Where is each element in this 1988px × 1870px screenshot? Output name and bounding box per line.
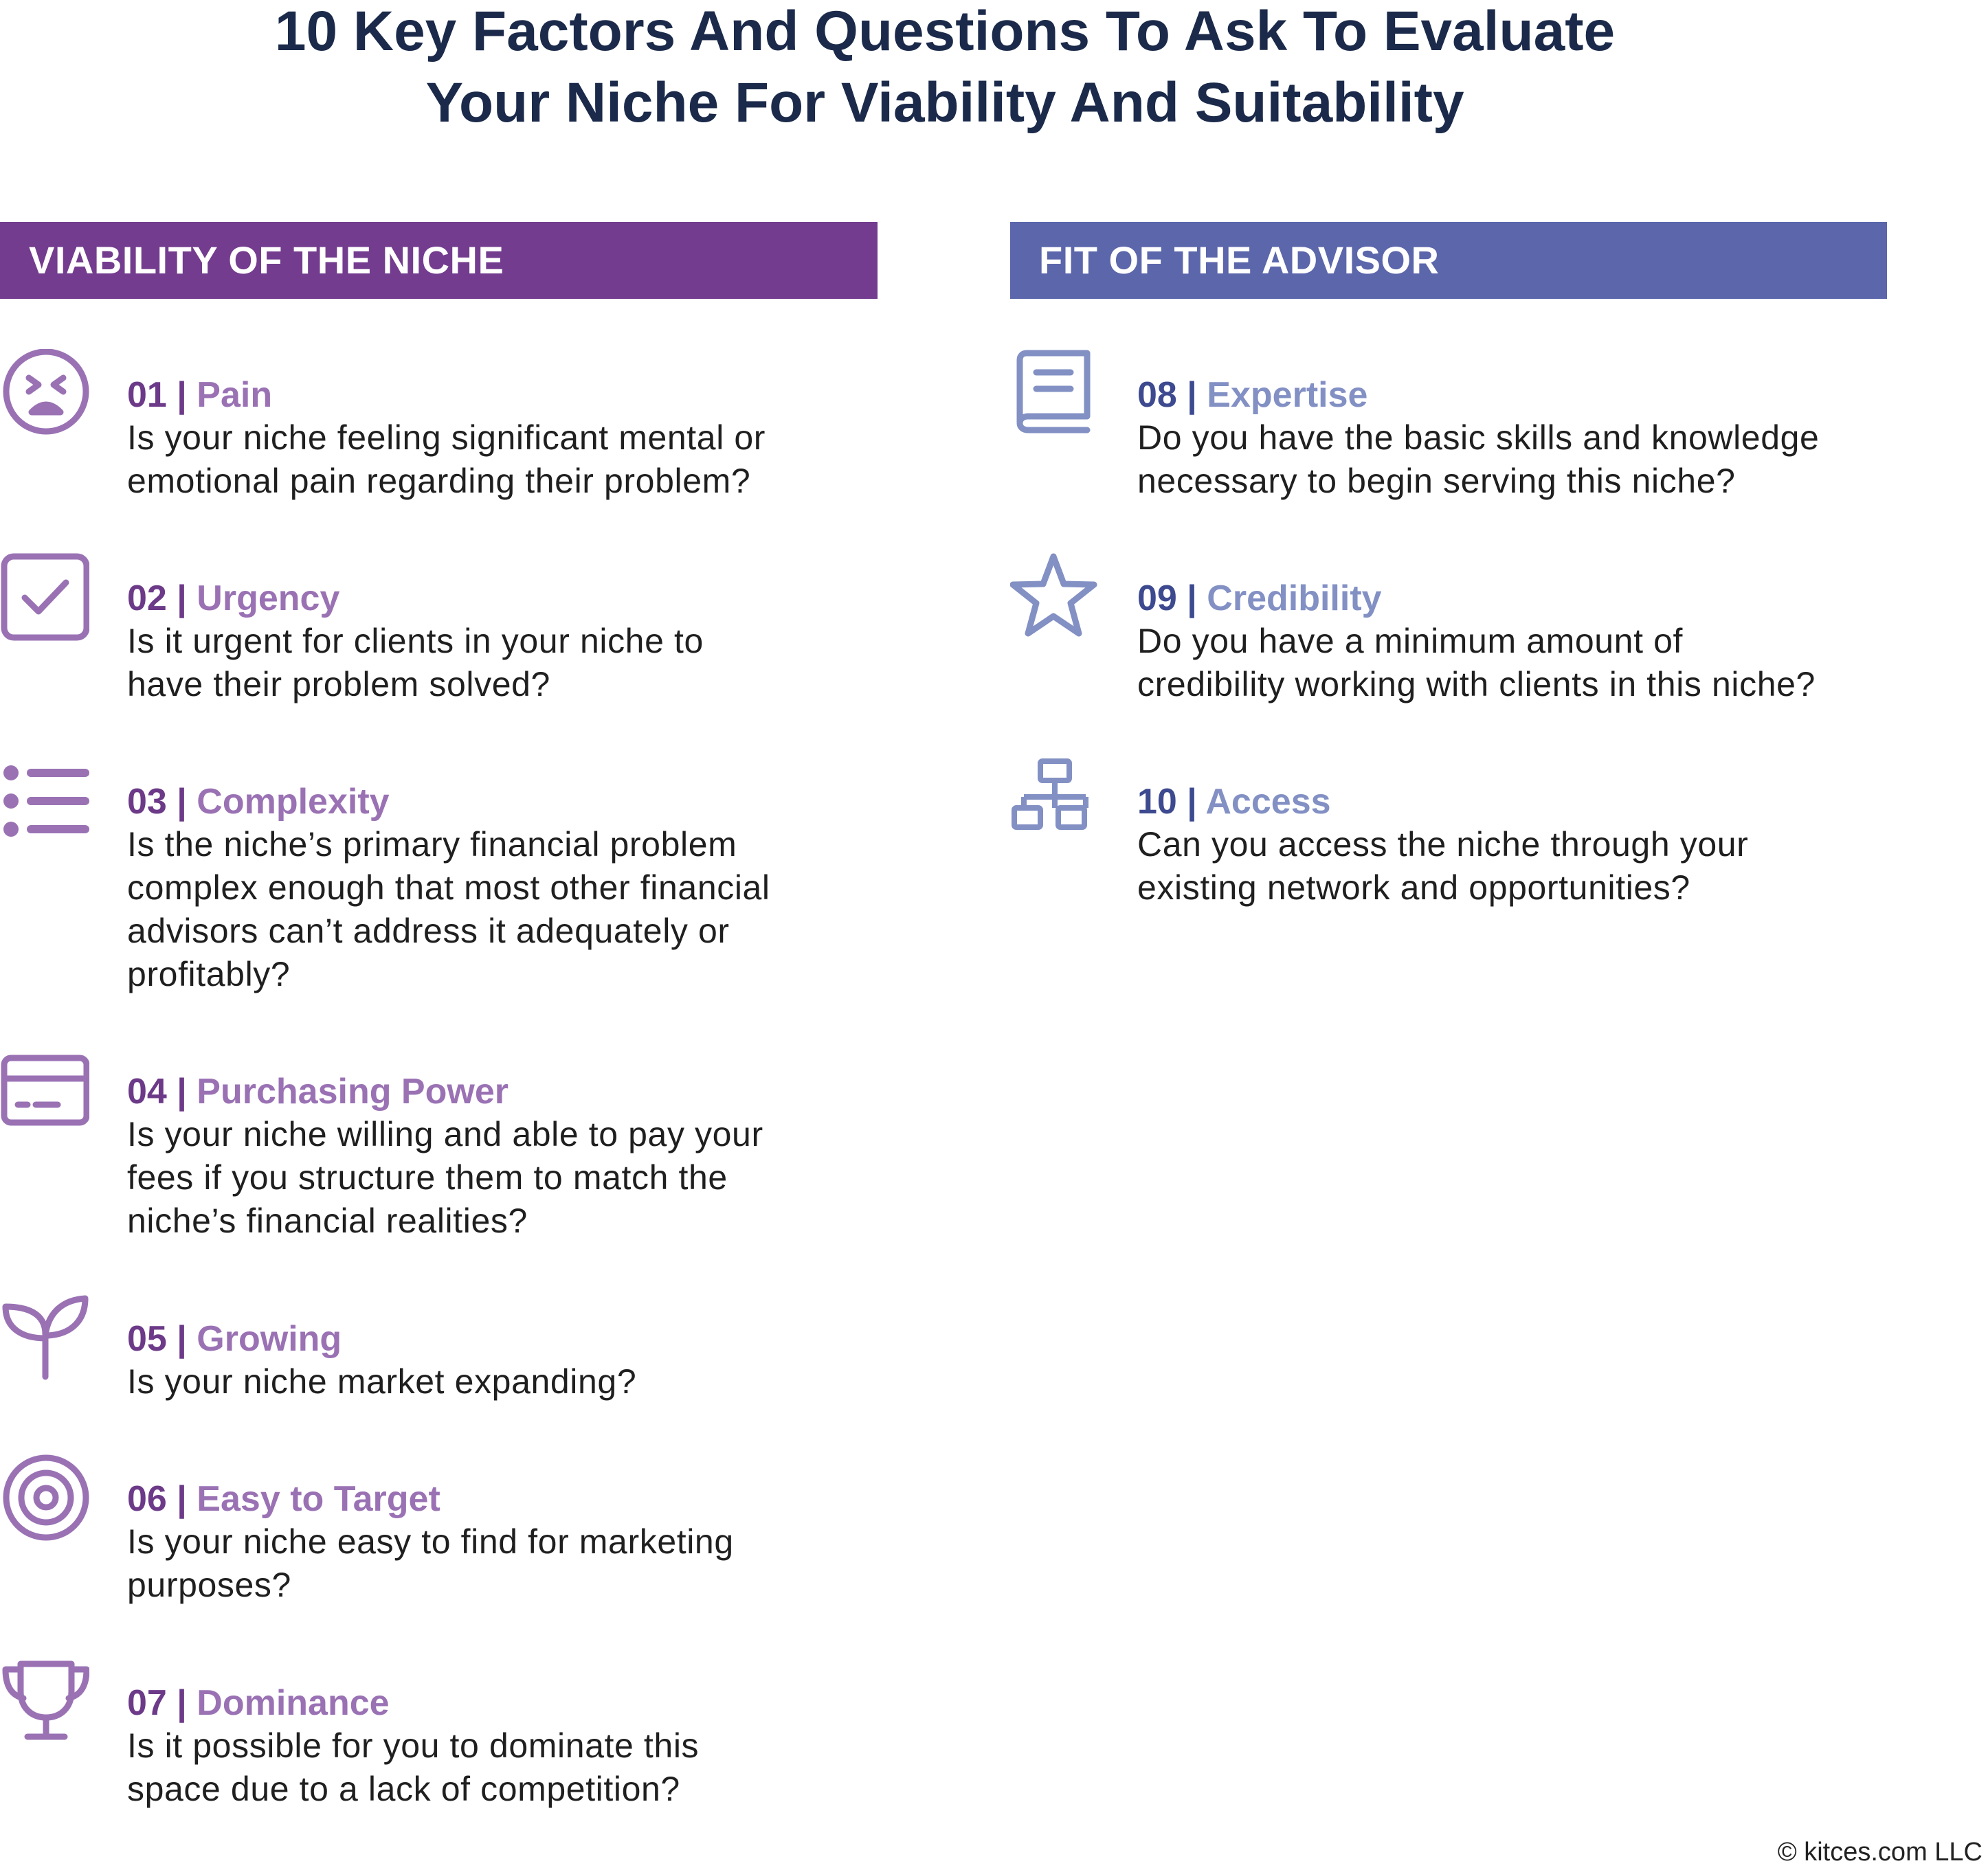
factor-question-line: Do you have a minimum amount of (1137, 622, 1683, 660)
factor-question-line: fees if you structure them to match the (127, 1158, 728, 1197)
target-icon (0, 1453, 89, 1542)
viability-section-header: VIABILITY OF THE NICHE (0, 222, 878, 299)
checkbox-icon (0, 552, 89, 642)
factor-question-line: Is your niche easy to find for marketing (127, 1522, 734, 1561)
factor-question-line: advisors can’t address it adequately or (127, 912, 730, 950)
factor-question-line: existing network and opportunities? (1137, 868, 1690, 907)
factor-question-line: space due to a lack of competition? (127, 1770, 680, 1808)
factor-question-line: Can you access the niche through your (1137, 825, 1749, 864)
title-line-2: Your Niche For Viability And Suitability (425, 71, 1464, 134)
network-icon (1010, 756, 1099, 845)
book-icon (1010, 349, 1099, 438)
sprout-icon (0, 1293, 89, 1382)
factor-number: 04 | (127, 1072, 187, 1112)
factor-name: Dominance (197, 1683, 390, 1723)
factor-question-line: emotional pain regarding their problem? (127, 462, 751, 500)
title-line-1: 10 Key Factors And Questions To Ask To Evaluate (274, 0, 1616, 63)
factor-number: 10 | (1137, 782, 1197, 822)
factor-number: 07 | (127, 1683, 187, 1723)
factor-name: Pain (197, 375, 273, 415)
factor-question-line: Is it urgent for clients in your niche to (127, 622, 704, 660)
factor-question-line: credibility working with clients in this niche? (1137, 665, 1816, 703)
factor-name: Access (1205, 782, 1331, 822)
factor-number: 01 | (127, 375, 187, 415)
factor-question-line: purposes? (127, 1566, 291, 1604)
factor-number: 02 | (127, 578, 187, 618)
copyright: © kitces.com LLC (1777, 1838, 1983, 1867)
factor-number: 09 | (1137, 578, 1197, 618)
factor-question-line: Is your niche feeling significant mental or (127, 418, 766, 457)
factor-question-line: Is it possible for you to dominate this (127, 1726, 700, 1765)
factor-question-line: niche’s financial realities? (127, 1202, 528, 1240)
credit-card-icon (0, 1046, 89, 1135)
factor-name: Urgency (197, 578, 340, 618)
star-icon (1010, 552, 1099, 642)
factor-name: Growing (197, 1319, 342, 1359)
factor-question-line: complex enough that most other financial (127, 868, 770, 907)
factor-number: 05 | (127, 1319, 187, 1359)
factor-name: Expertise (1207, 375, 1368, 415)
factor-question-line: Do you have the basic skills and knowledge (1137, 418, 1820, 457)
factor-question-line: necessary to begin serving this niche? (1137, 462, 1736, 500)
factor-question-line: have their problem solved? (127, 665, 550, 703)
factor-question-line: Is your niche market expanding? (127, 1362, 637, 1401)
factor-name: Easy to Target (197, 1479, 440, 1519)
page-title (0, 0, 1890, 139)
angry-face-icon (0, 349, 89, 438)
factor-question-line: Is the niche’s primary financial problem (127, 825, 737, 864)
factor-number: 06 | (127, 1479, 187, 1519)
factor-name: Purchasing Power (197, 1072, 509, 1112)
factor-number: 03 | (127, 782, 187, 822)
factor-name: Credibility (1207, 578, 1382, 618)
list-icon (0, 756, 89, 845)
trophy-icon (0, 1657, 89, 1746)
factor-question-line: profitably? (127, 955, 291, 993)
factor-name: Complexity (197, 782, 390, 822)
fit-section-header: FIT OF THE ADVISOR (1010, 222, 1887, 299)
factor-question-line: Is your niche willing and able to pay your (127, 1115, 763, 1153)
factor-number: 08 | (1137, 375, 1197, 415)
